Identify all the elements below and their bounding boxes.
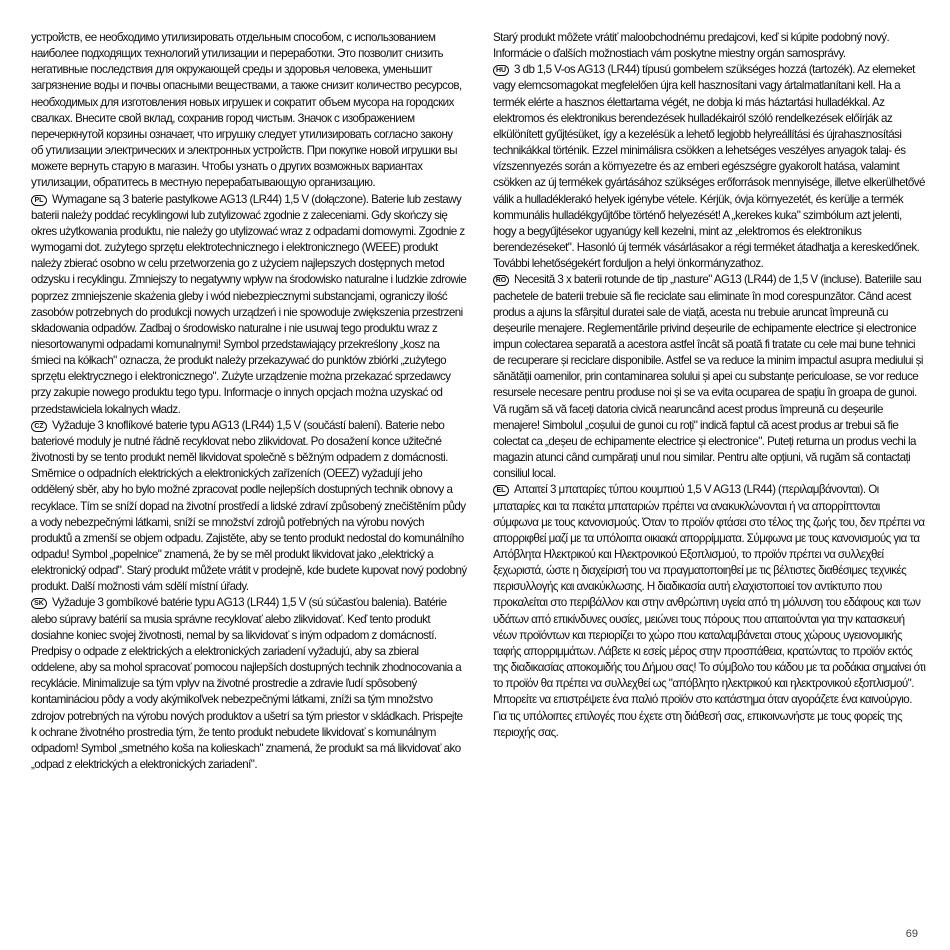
ru-paragraph: устройств, ее необходимо утилизировать отдельным способом, с использованием наиболее подходящих технологий утилизации и переработки. Это позволит снизить негативные последствия для окружающей среды и здоровья человека, уменьшит загрязнение воды и почвы опасными веществами, а также снизит количество ресурсов, необходимых для изготовления новых игрушек и сократит объем мусора на городских свалках. Внесите свой вклад, сохранив город чистым. Значок с изображением перечеркнутой корзины означает, что игрушку следует утилизировать согласно закону об утилизации электрических и электронных устройств. При покупке новой игрушки вы можете вернуть старую в магазин. Чтобы узнать о других возможных вариантах утилизации, обратитесь в местную перерабатывающую организацию.	[31, 31, 462, 190]
hu-language-badge-icon: HU	[493, 65, 509, 76]
cz-language-badge-icon: CZ	[31, 421, 47, 432]
pl-language-badge-icon: PL	[31, 195, 47, 206]
page-number: 69	[905, 928, 918, 940]
ro-language-badge-icon: RO	[493, 275, 509, 286]
sk-paragraph-continued: Starý produkt môžete vrátiť maloobchodnému predajcovi, keď si kúpite podobný nový. Informácie o ďalších možnostiach vám poskytne miestny orgán samosprávy.	[493, 31, 890, 61]
pl-paragraph: Wymagane są 3 baterie pastylkowe AG13 (LR44) 1,5 V (dołączone). Baterie lub zestawy baterii należy poddać recyklingowi lub zutylizować zgodnie z zaleceniami. Gdy skończy się okres użytkowania produktu, nie należy go utylizować wraz z odpadami domowymi. Zgodnie z wymogami dot. zużytego sprzętu elektrotechnicznego i elektronicznego (WEEE) produkt należy zbierać osobno w celu przetworzenia go z użyciem najlepszych dostępnych metod odzysku i recyklingu. Zmniejszy to negatywny wpływ na środowisko naturalne i ludzkie zdrowie poprzez zmniejszenie skażenia gleby i wód niebezpiecznymi substancjami, ograniczy ilość zasobów potrzebnych do produkcji nowych urządzeń i nie spowoduje zwiększenia przestrzeni składowania odpadów. Zadbaj o środowisko naturalne i nie usuwaj tego produktu wraz z niesortowanymi odpadami komunalnymi! Symbol przedstawiający przekreślony „kosz na śmieci na kółkach" oznacza, że produkt należy przekazywać do punktów zbiórki „zużytego sprzętu elektrycznego i elektronicznego". Zużyte urządzenie można przekazać sprzedawcy przy zakupie nowego produktu tego typu. Informacje o innych opcjach można uzyskać od przedstawiciela lokalnych władz.	[31, 192, 467, 416]
ro-paragraph: Necesită 3 x baterii rotunde de tip „nasture" AG13 (LR44) de 1,5 V (incluse). Bateriile sau pachetele de baterii trebuie să fie reciclate sau eliminate în mod corespunzător. Când acest produs a ajuns la sfârșitul duratei sale de viață, acesta nu trebuie aruncat împreună cu deșeurile menajere. Reglementările privind deșeurile de echipamente electrice și electronice impun colectarea separată a acestora astfel încât să poată fi tratate cu cele mai bune tehnici de recuperare și reciclare disponibile. Astfel se va reduce la minim impactul asupra mediului și sănătății oamenilor, prin contaminarea solului și apei cu substanțe periculoase, se vor reduce resursele necesare pentru produse noi și se va evita ocuparea de spațiu în groapa de gunoi. Vă rugăm să vă faceți datoria civică nearuncând acest produs împreună cu deșeurile menajere! Simbolul „coșului de gunoi cu roți" indică faptul că acest produs ar trebui să fie colectat ca „deșeu de echipamente electrice și electronice". Puteți returna un produs vechi la magazin atunci când cumpărați unul nou similar. Pentru alte opțiuni, vă rugăm să contactați consiliul local.	[493, 273, 923, 481]
czech-section	[31, 418, 467, 596]
slovak-section	[31, 595, 467, 773]
romanian-section	[493, 272, 927, 482]
cz-paragraph: Vyžaduje 3 knoflíkové baterie typu AG13 (LR44) 1,5 V (součástí balení). Baterie nebo bateriové moduly je nutné řádně recyklovat nebo zlikvidovat. Po dosažení konce užitečné životnosti by se tento produkt neměl likvidovat společně s běžným odpadem z domácnosti. Směrnice o odpadních elektrických a elektronických zařízeních (OEEZ) vyžadují jeho oddělený sběr, aby ho bylo možné zpracovat podle nejlepších dostupných technik obnovy a recyklace. Tím se sníží dopad na životní prostředí a lidské zdraví způsobený znečištěním půdy a vody nebezpečnými látkami, sníží se množství zdrojů potřebných na výrobu nových produktů a zmenší se objem odpadu. Zajistěte, aby se tento produkt nedostal do komunálního odpadu! Symbol „popelnice" znamená, že by se měl produkt likvidovat jako „elektrický a elektronický odpad". Starý produkt můžete vrátit v prodejně, kde budete kupovat nový podobný produkt. Další možnosti vám sdělí místní úřady.	[31, 418, 467, 594]
greek-section	[493, 482, 927, 741]
hu-paragraph: 3 db 1,5 V-os AG13 (LR44) típusú gombelem szükséges hozzá (tartozék). Az elemeket vagy elemcsomagokat megfelelően újra kell hasznosítani vagy ártalmatlanítani kell. Ha a termék elérte a hasznos élettartama végét, ne dobja ki más háztartási hulladékkal. Az elektromos és elektronikus berendezések hulladékairól szóló rendelkezések előírják az elkülönített gyűjtésüket, így a kezelésük a lehető legjobb helyreállítási és újrahasznosítási technikákkal történik. Ezzel minimálisra csökken a lehetséges veszélyes anyagok talaj- és vízszennyezés során a környezetre és az emberi egészségre gyakorolt hatása, valamint csökken az új termékek gyártásához szükséges erőforrások mennyisége, illetve elkerülhetővé válik a hulladéklerakó helyek igénybe vétele. Kérjük, óvja környezetét, és kerülje a termék kommunális hulladékgyűjtőbe történő helyezését! A „kerekes kuka" szimbólum azt jelenti, hogy a begyűjtésekor ugyanúgy kell kezelni, mint az „elektromos és elektronikus berendezéseket". Hasonló új termék vásárlásakor a régi terméket átadhatja a kereskedőnek. További lehetőségekért forduljon a helyi önkormányzathoz.	[493, 63, 925, 271]
left-column	[31, 30, 467, 773]
slovak-section-continued	[493, 30, 927, 62]
el-paragraph: Απαιτεί 3 μπαταρίες τύπου κουμπιού 1,5 V AG13 (LR44) (περιλαμβάνονται). Οι μπαταρίες και τα πακέτα μπαταριών πρέπει να ανακυκλώνονται ή να απορρίπτονται σύμφωνα με τους κανονισμούς. Όταν το προϊόν φτάσει στο τέλος της ζωής του, δεν πρέπει να απορριφθεί μαζί με τα υπόλοιπα οικιακά απορρίμματα. Σύμφωνα με τους κανονισμούς για τα Απόβλητα Ηλεκτρικού και Ηλεκτρονικού Εξοπλισμού, το προϊόν πρέπει να συλλεχθεί ξεχωριστά, ώστε η διαχείρισή του να πραγματοποιηθεί με τις βέλτιστες διαθέσιμες τεχνικές περισυλλογής και ανακύκλωσης. Η διαδικασία αυτή ελαχιστοποιεί τον αντίκτυπο που προκαλείται στο περιβάλλον και στην ανθρώπινη υγεία από τη μόλυνση του εδάφους και των υδάτων από επικίνδυνες ουσίες, μειώνει τους πόρους που απαιτούνται για την κατασκευή νέων προϊόντων και περιορίζει το χώρο που καταλαμβάνεται στους χώρους υγειονομικής ταφής απορριμμάτων. Λάβετε κι εσείς μέρος στην προσπάθεια, κρατώντας το προϊόν εκτός της διαδικασίας αποκομιδής του Δήμου σας! Το σύμβολο του κάδου με τα ροδάκια σημαίνει ότι το προϊόν θα πρέπει να συλλεχθεί ως "απόβλητο ηλεκτρικού και ηλεκτρονικού εξοπλισμού". Μπορείτε να επιστρέψετε ένα παλιό προϊόν στο κατάστημα όταν αγοράζετε ένα καινούργιο. Για τις υπόλοιπες επιλογές που έχετε στη διάθεσή σας, επικοινωνήστε με τους φορείς της περιοχής σας.	[493, 483, 926, 739]
russian-section-continued	[31, 30, 467, 192]
sk-paragraph: Vyžaduje 3 gombíkové batérie typu AG13 (LR44) 1,5 V (sú súčasťou balenia). Batérie alebo súpravy batérií sa musia správne recyklovať alebo zlikvidovať. Keď tento produkt dosiahne koniec svojej životnosti, nemal by sa likvidovať s iným odpadom z domácností. Predpisy o odpade z elektrických a elektronických zariadení vyžadujú, aby sa zbieral oddelene, aby sa mohol spracovať pomocou najlepších dostupných technik zhodnocovania a recyklácie. Minimalizuje sa tým vplyv na životné prostredie a zdravie ľudí spôsobený kontamináciou pôdy a vody akýmikoľvek nebezpečnými látkami, zníži sa tým množstvo zdrojov potrebných na výrobu nových produktov a ušetrí sa tým priestor v skládkach. Prispejte k ochrane životného prostredia tým, že tento produkt nebudete likvidovať s komunálnym odpadom! Symbol „smetného koša na kolieskach" znamená, že produkt sa má likvidovať ako „odpad z elektrických a elektronických zariadení".	[31, 596, 463, 772]
polish-section	[31, 192, 467, 418]
sk-language-badge-icon: SK	[31, 598, 47, 609]
el-language-badge-icon: EL	[493, 485, 509, 496]
right-column	[493, 30, 927, 741]
hungarian-section	[493, 62, 927, 272]
